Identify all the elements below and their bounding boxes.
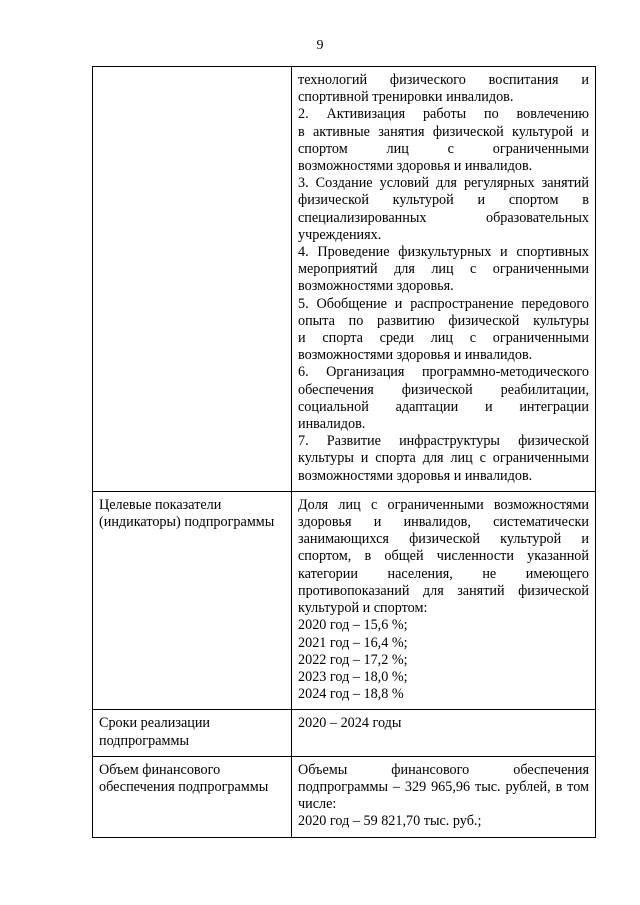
content-line: возможностями здоровья и инвалидов. [298,158,533,175]
content-line: в активные занятия физической культурой и [298,123,589,140]
content-line: 2020 год – 59 821,70 тыс. руб.; [298,813,482,830]
content-line: специализированных образовательных [298,209,589,226]
content-line: учреждениях. [298,226,382,243]
content-line: обеспечения физической реабилитации, [298,381,589,398]
content-line: возможностями здоровья. [298,278,454,295]
content-line: опыта по развитию физической культуры [298,312,589,329]
row-content-cell [292,710,596,756]
content-line: занимающихся физической культурой и [298,531,589,548]
content-line: возможностями здоровья и инвалидов. [298,467,533,484]
content-line: категории населения, не имеющего [298,565,589,582]
content-line: мероприятий для лиц с ограниченными [298,261,589,278]
content-line: 2. Активизация работы по вовлечению [298,106,589,123]
content-line: культурой и спортом: [298,600,428,617]
content-line: 2021 год – 16,4 %; [298,634,408,651]
content-line: 2024 год – 18,8 % [298,686,404,703]
content-line: инвалидов. [298,416,366,433]
content-line: подпрограммы – 329 965,96 тыс. рублей, в том [298,778,589,795]
content-line: 5. Обобщение и распространение передового [298,295,589,312]
content-line: противопоказаний для занятий физической [298,582,589,599]
content-line: технологий физического воспитания и [298,72,589,88]
content-line: 2020 год – 15,6 %; [298,617,408,634]
row-label: Сроки реализации подпрограммы [99,715,211,749]
content-line: и спорта среди лиц с ограниченными [298,330,589,347]
content-line: 2020 – 2024 годы [298,715,402,732]
content-line: 4. Проведение физкультурных и спортивных [298,244,589,261]
content-line: 2023 год – 18,0 %; [298,668,408,685]
content-line: числе: [298,796,337,813]
row-content-cell [292,491,596,709]
content-line: спортивной тренировки инвалидов. [298,89,514,106]
content-line: Доля лиц с ограниченными возможностями [298,496,589,513]
row-label: Целевые показатели (индикаторы) подпрограммы [99,496,275,531]
content-line: возможностями здоровья и инвалидов. [298,347,533,364]
content-line: 6. Организация программно-методического [298,364,589,381]
row-label: Объем финансового обеспечения подпрограммы [99,761,269,795]
row-label-cell [93,491,292,709]
content-line: социальной адаптации и интеграции [298,398,589,415]
content-line: физической культурой и спортом в [298,192,589,209]
content-line: спортом лиц с ограниченными [298,140,589,157]
content-line: 7. Развитие инфраструктуры физической [298,433,589,450]
content-line: спортом, в общей численности указанной [298,548,589,565]
content-line: 3. Создание условий для регулярных занятий [298,175,589,192]
row-label-cell [93,67,292,492]
subprogram-passport-table [92,66,596,838]
table-row [93,710,596,756]
row-content-cell [292,67,596,492]
content-line: 2022 год – 17,2 %; [298,651,408,668]
content-line: Объемы финансового обеспечения [298,761,589,778]
content-line: здоровья и инвалидов, систематически [298,514,589,531]
row-label-cell [93,756,292,837]
table-row [93,67,596,492]
table-row [93,756,596,837]
page-number: 9 [316,38,324,53]
row-label-cell [93,710,292,756]
row-content-cell [292,756,596,837]
content-line: культуры и спорта для лиц с ограниченными [298,450,589,467]
table-row [93,491,596,709]
